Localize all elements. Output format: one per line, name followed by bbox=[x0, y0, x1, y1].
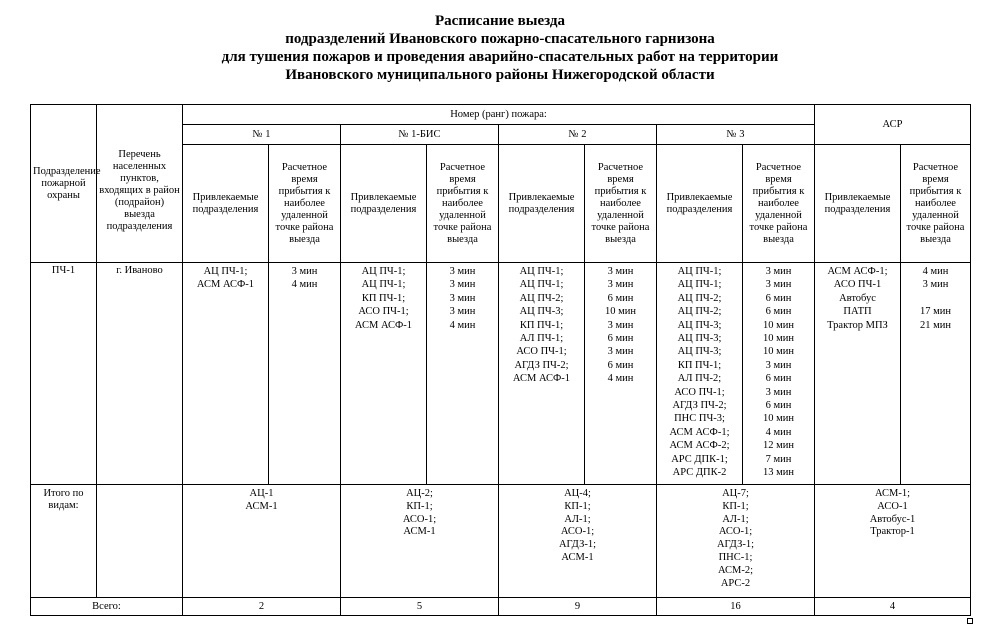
list-item: АСМ АСФ-2; bbox=[669, 440, 730, 452]
list-item: 3 мин bbox=[449, 279, 476, 291]
list-item: 4 мин bbox=[765, 426, 792, 438]
list-item: 3 мин bbox=[765, 279, 792, 291]
list-item: АГДЗ ПЧ-2; bbox=[672, 400, 727, 412]
list-item: АЛ-1; bbox=[564, 513, 591, 525]
totals-rank3 bbox=[657, 485, 815, 598]
list-item: АСМ АСФ-1; bbox=[827, 266, 888, 277]
list-item: АСО ПЧ-1 bbox=[833, 279, 882, 291]
list-item: 3 мин bbox=[449, 266, 476, 277]
list-item: АГДЗ-1; bbox=[558, 539, 597, 551]
list-item: АЦ ПЧ-1; bbox=[519, 279, 564, 291]
asr-times bbox=[901, 263, 971, 485]
title-line-1: Расписание выезда bbox=[435, 13, 565, 29]
list-item: КП ПЧ-1; bbox=[519, 319, 564, 331]
row-unit: ПЧ-1 bbox=[31, 263, 97, 485]
rank1bis-units bbox=[341, 263, 427, 485]
list-item: АЦ ПЧ-1; bbox=[519, 266, 564, 277]
list-item: 10 мин bbox=[762, 413, 794, 425]
list-item: 3 мин bbox=[765, 266, 792, 277]
list-item: Трактор МПЗ bbox=[827, 319, 888, 331]
list-item: 10 мин bbox=[762, 333, 794, 345]
header-rank-asr: АСР bbox=[815, 105, 971, 145]
list-item: 6 мин bbox=[765, 306, 792, 318]
list-item: АСО-1; bbox=[560, 526, 595, 538]
list-item: АЛ ПЧ-2; bbox=[677, 373, 722, 385]
rank1-units bbox=[183, 263, 269, 485]
list-item: АЦ-7; bbox=[722, 488, 749, 499]
list-item: 4 мин bbox=[449, 319, 476, 331]
list-item: АСМ-1 bbox=[403, 526, 436, 538]
list-item: АЦ ПЧ-1; bbox=[677, 279, 722, 291]
sub-units-2: Привлекаемые подразделения bbox=[499, 145, 585, 263]
totals-label: Итого по видам: bbox=[31, 485, 97, 598]
list-item: 3 мин bbox=[607, 266, 634, 277]
asr-units bbox=[815, 263, 901, 485]
list-item: 3 мин bbox=[449, 292, 476, 304]
header-rank-1: № 1 bbox=[183, 125, 341, 145]
list-item: АСМ-1 bbox=[561, 551, 594, 563]
list-item: АСМ АСФ-1 bbox=[196, 279, 255, 291]
list-item: АГДЗ-1; bbox=[716, 539, 755, 551]
list-item: АГДЗ ПЧ-2; bbox=[514, 359, 569, 371]
totals-rank1 bbox=[183, 485, 341, 598]
list-item: 10 мин bbox=[762, 346, 794, 358]
list-item: 6 мин bbox=[607, 292, 634, 304]
list-item: КП-1; bbox=[564, 500, 591, 512]
totals-empty bbox=[97, 485, 183, 598]
list-item: АЦ ПЧ-1; bbox=[677, 266, 722, 277]
sub-time-3: Расчетное время прибытия к наиболее удаленной точке района выезда bbox=[743, 145, 815, 263]
list-item: Автобус-1 bbox=[869, 513, 916, 525]
rank2-times bbox=[585, 263, 657, 485]
list-item: АСМ АСФ-1 bbox=[512, 373, 571, 385]
totals-asr bbox=[815, 485, 971, 598]
list-item: ПНС ПЧ-3; bbox=[674, 413, 725, 425]
list-item: 7 мин bbox=[765, 453, 792, 465]
list-item: АСМ-1; bbox=[874, 488, 911, 499]
list-item: 6 мин bbox=[607, 359, 634, 371]
list-item: АЦ ПЧ-3; bbox=[677, 319, 722, 331]
sub-time-1: Расчетное время прибытия к наиболее удаленной точке района выезда bbox=[269, 145, 341, 263]
list-item: 17 мин bbox=[919, 306, 951, 318]
list-item: АЦ ПЧ-1; bbox=[361, 266, 406, 277]
list-item: АЦ ПЧ-1; bbox=[203, 266, 248, 277]
totals-rank1bis bbox=[341, 485, 499, 598]
list-item: АЦ-1 bbox=[249, 488, 274, 499]
list-item: 10 мин bbox=[762, 319, 794, 331]
list-item: АЦ ПЧ-2; bbox=[677, 292, 722, 304]
list-item: АСО-1; bbox=[718, 526, 753, 538]
list-item: 6 мин bbox=[607, 333, 634, 345]
header-unit: Подразделение пожарной охраны bbox=[31, 105, 97, 263]
list-item: АСО-1 bbox=[877, 500, 908, 512]
document-title bbox=[0, 12, 1000, 84]
page-corner-marker bbox=[967, 618, 973, 624]
list-item: 6 мин bbox=[765, 400, 792, 412]
list-item: АЦ ПЧ-3; bbox=[677, 333, 722, 345]
list-item: АСМ-1 bbox=[245, 500, 278, 512]
list-item: АЦ ПЧ-2; bbox=[677, 306, 722, 318]
list-item: АЦ ПЧ-3; bbox=[677, 346, 722, 358]
rank3-times bbox=[743, 263, 815, 485]
list-item: АСМ АСФ-1; bbox=[669, 426, 730, 438]
totals-rank2 bbox=[499, 485, 657, 598]
list-item: Автобус bbox=[839, 292, 876, 304]
list-item: 6 мин bbox=[765, 292, 792, 304]
header-rank-2: № 2 bbox=[499, 125, 657, 145]
rank1-times bbox=[269, 263, 341, 485]
grand-total-rank3: 16 bbox=[657, 598, 815, 616]
sub-units-1bis: Привлекаемые подразделения bbox=[341, 145, 427, 263]
grand-total-label: Всего: bbox=[31, 598, 183, 616]
grand-total-rank1: 2 bbox=[183, 598, 341, 616]
list-item: 6 мин bbox=[765, 373, 792, 385]
list-item: АРС ДПК-1; bbox=[671, 453, 728, 465]
list-item: 3 мин bbox=[922, 279, 949, 291]
list-item: 3 мин bbox=[291, 266, 318, 277]
list-item: АЦ ПЧ-3; bbox=[519, 306, 564, 318]
list-item: 3 мин bbox=[765, 386, 792, 398]
list-item: АЛ ПЧ-1; bbox=[519, 333, 564, 345]
list-item: 13 мин bbox=[762, 467, 794, 479]
list-item: КП-1; bbox=[722, 500, 749, 512]
list-item: АСО ПЧ-1; bbox=[358, 306, 409, 318]
list-item: АЦ-4; bbox=[564, 488, 591, 499]
list-item: 21 мин bbox=[919, 319, 951, 331]
grand-total-rank2: 9 bbox=[499, 598, 657, 616]
header-settlements: Перечень населенных пунктов, входящих в район (подрайон) выезда подразделения bbox=[97, 105, 183, 263]
list-item: Трактор-1 bbox=[870, 526, 915, 538]
list-item: ПНС-1; bbox=[718, 551, 753, 563]
list-item: 3 мин bbox=[607, 279, 634, 291]
list-item: АЛ-1; bbox=[722, 513, 749, 525]
list-item: АСО ПЧ-1; bbox=[674, 386, 725, 398]
rank2-units bbox=[499, 263, 585, 485]
sub-units-3: Привлекаемые подразделения bbox=[657, 145, 743, 263]
grand-total-asr: 4 bbox=[815, 598, 971, 616]
grand-total-rank1bis: 5 bbox=[341, 598, 499, 616]
list-item: 4 мин bbox=[291, 279, 318, 291]
list-item: 3 мин bbox=[765, 359, 792, 371]
list-item: АЦ-2; bbox=[406, 488, 433, 499]
title-line-3: для тушения пожаров и проведения аварийно-спасательных работ на территории bbox=[221, 49, 779, 65]
header-rank-3: № 3 bbox=[657, 125, 815, 145]
title-line-2: подразделений Ивановского пожарно-спасательного гарнизона bbox=[285, 31, 715, 47]
list-item: ПАТП bbox=[843, 306, 872, 318]
row-settlement: г. Иваново bbox=[97, 263, 183, 485]
rank3-units bbox=[657, 263, 743, 485]
list-item: 12 мин bbox=[762, 440, 794, 452]
header-rank-group: Номер (ранг) пожара: bbox=[183, 105, 815, 125]
list-item: 4 мин bbox=[607, 373, 634, 385]
list-item: АЦ ПЧ-1; bbox=[361, 279, 406, 291]
list-item: КП-1; bbox=[406, 500, 433, 512]
sub-time-2: Расчетное время прибытия к наиболее удаленной точке района выезда bbox=[585, 145, 657, 263]
list-item: АСО ПЧ-1; bbox=[516, 346, 567, 358]
sub-units-1: Привлекаемые подразделения bbox=[183, 145, 269, 263]
list-item: 3 мин bbox=[607, 319, 634, 331]
list-item: 3 мин bbox=[449, 306, 476, 318]
list-item: 10 мин bbox=[604, 306, 636, 318]
list-item: 4 мин bbox=[922, 266, 949, 277]
list-item: КП ПЧ-1; bbox=[677, 359, 722, 371]
rank1bis-times bbox=[427, 263, 499, 485]
header-rank-1bis: № 1-БИС bbox=[341, 125, 499, 145]
list-item: АЦ ПЧ-2; bbox=[519, 292, 564, 304]
sub-time-1bis: Расчетное время прибытия к наиболее удаленной точке района выезда bbox=[427, 145, 499, 263]
list-item: АСМ АСФ-1 bbox=[354, 319, 413, 331]
sub-time-asr: Расчетное время прибытия к наиболее удаленной точке района выезда bbox=[901, 145, 971, 263]
schedule-table bbox=[30, 104, 971, 616]
sub-units-asr: Привлекаемые подразделения bbox=[815, 145, 901, 263]
list-item: АРС-2 bbox=[720, 577, 751, 589]
title-line-4: Ивановского муниципального районы Нижегородской области bbox=[285, 67, 715, 83]
list-item: 3 мин bbox=[607, 346, 634, 358]
list-item: АСО-1; bbox=[402, 513, 437, 525]
list-item: КП ПЧ-1; bbox=[361, 292, 406, 304]
list-item: АРС ДПК-2 bbox=[672, 467, 727, 479]
list-item: АСМ-2; bbox=[717, 564, 754, 576]
list-item bbox=[903, 292, 968, 305]
